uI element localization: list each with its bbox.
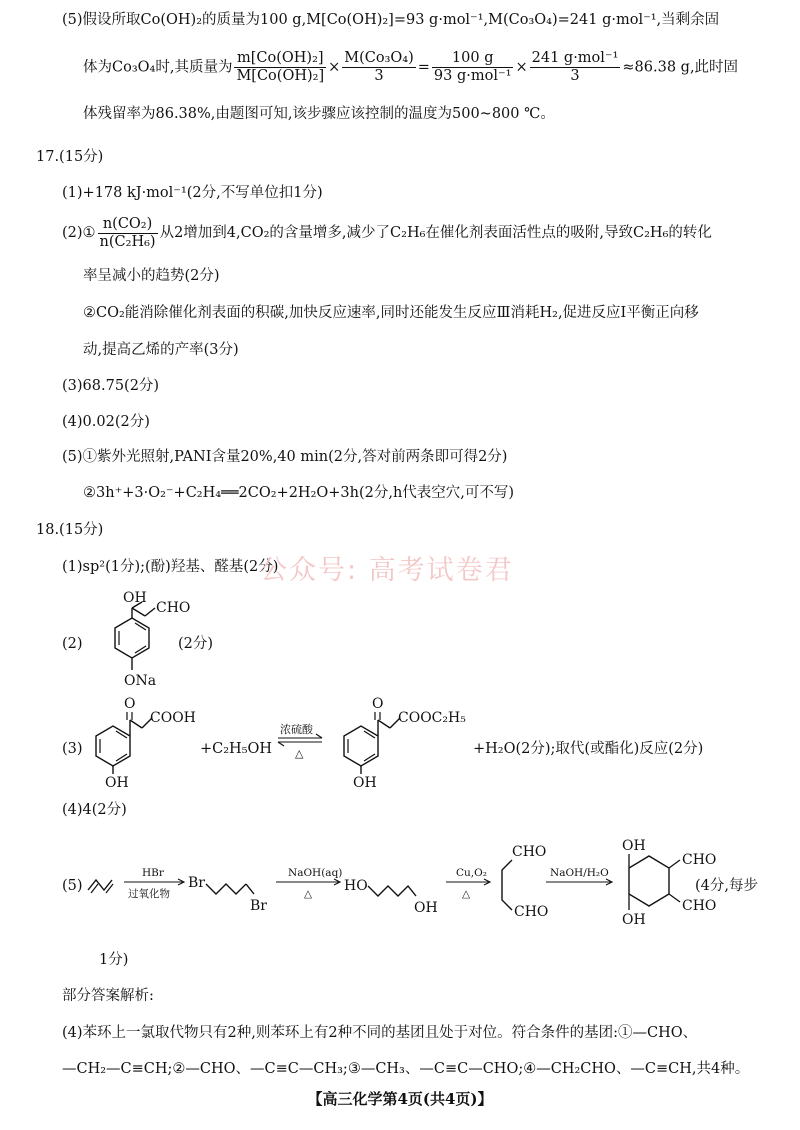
heat-label: △ — [462, 888, 471, 900]
synthesis-route — [84, 838, 724, 950]
page-footer: 【高三化学第4页(共4页)】 — [307, 1090, 493, 1108]
p5-calc-tail: ≈86.38 g,此时固 — [622, 59, 739, 76]
fraction-numeric-2 — [530, 50, 621, 85]
aldehyde-label: CHO — [156, 600, 191, 616]
aldehyde-label-2: CHO — [514, 904, 549, 920]
q17-answer-2b: ②CO₂能消除催化剂表面的积碳,加快反应速率,同时还能发生反应Ⅲ消耗H₂,促进反应Ⅰ平衡正向移 — [83, 305, 699, 321]
q17-answer-5: (5)①紫外光照射,PANI含量20%,40 min(2分,答对前两条即可得2分) — [62, 449, 508, 465]
q17-heading: 17.(15分) — [36, 149, 104, 165]
hbr-reagent: HBr — [142, 867, 164, 879]
q18-answer-1: (1)sp²(1分);(酚)羟基、醛基(2分) — [62, 559, 279, 575]
fraction-numeric-1 — [432, 50, 514, 85]
product-hydroxyl-1: OH — [622, 838, 646, 854]
fraction-numerator: M(Co₃O₄) — [344, 50, 414, 66]
q17-a2-prefix: (2)① — [62, 225, 96, 241]
cu-o2-reagent: Cu,O₂ — [456, 867, 487, 879]
q18-a3-reagent: +C₂H₅OH — [200, 741, 273, 757]
q17-answer-3: (3)68.75(2分) — [62, 378, 160, 394]
p5-calc-line — [83, 50, 738, 85]
q17-answer-5b: ②3h⁺+3·O₂⁻+C₂H₄══2CO₂+2H₂O+3h(2分,h代表空穴,可不写) — [83, 485, 515, 501]
analysis-heading: 部分答案解析: — [62, 988, 154, 1004]
q17-answer-2-cont: 率呈减小的趋势(2分) — [83, 268, 220, 284]
q17-a2-text: 从2增加到4,CO₂的含量增多,减少了C₂H₆在催化剂表面活性点的吸附,导致C₂H₆的转化 — [159, 225, 712, 241]
q18-a5-score-cont: 1分) — [99, 952, 129, 968]
keto-oxygen-label: O — [124, 696, 136, 712]
fraction-mass-ratio — [234, 50, 326, 85]
p5-calc-lead: 体为Co₃O₄时,其质量为 — [83, 59, 233, 76]
phenoxide-label: ONa — [124, 673, 157, 689]
q17-answer-2b-cont: 动,提高乙烯的产率(3分) — [83, 342, 239, 358]
carboxyl-label: COOH — [150, 710, 196, 726]
q18-a2-score: (2分) — [178, 636, 214, 652]
peroxide-condition: 过氧化物 — [128, 888, 170, 900]
fraction-numerator: 100 g — [432, 50, 514, 68]
analysis-line-1: (4)苯环上一氯取代物只有2种,则苯环上有2种不同的基团且处于对位。符合条件的基团:①—CHO、 — [62, 1025, 698, 1041]
times-sign: × — [515, 59, 528, 76]
q18-a3-label: (3) — [62, 741, 83, 757]
hydroxyl-label-1: HO — [344, 878, 368, 894]
fraction-denominator: 3 — [570, 68, 580, 84]
analysis-line-2: —CH₂—C≡CH;②—CHO、—C≡C—CH₃;③—CH₃、—C≡C—CHO;④—CH₂CHO、—C≡CH,共4种。 — [62, 1061, 750, 1077]
fraction-molar-mass — [342, 50, 416, 85]
bromine-label-1: Br — [188, 875, 205, 891]
hydroxyl-label: OH — [123, 590, 147, 606]
fraction-n-ratio — [98, 216, 158, 251]
bromine-label-2: Br — [250, 898, 267, 914]
q17-answer-2 — [62, 215, 712, 251]
catalyst-label: 浓硫酸 — [280, 723, 313, 736]
heat-label: △ — [304, 888, 313, 900]
product-aldehyde-2: CHO — [682, 898, 717, 914]
heat-label: △ — [295, 747, 304, 760]
phenol-oh-label: OH — [105, 775, 129, 791]
q18-a5-score: (4分,每步 — [695, 878, 758, 894]
fraction-numerator: 241 g·mol⁻¹ — [531, 50, 619, 66]
p5-intro: (5)假设所取Co(OH)₂的质量为100 g,M[Co(OH)₂]=93 g·mol⁻¹,M(Co₃O₄)=241 g·mol⁻¹,当剩余固 — [62, 12, 720, 28]
equals-sign: = — [417, 59, 430, 76]
q17-answer-1: (1)+178 kJ·mol⁻¹(2分,不写单位扣1分) — [62, 185, 323, 201]
phenol-oh-label: OH — [353, 775, 377, 791]
fraction-denominator: M[Co(OH)₂] — [236, 68, 325, 84]
product-hydroxyl-2: OH — [622, 912, 646, 928]
esterification-arrow — [276, 722, 326, 762]
aldehyde-label-1: CHO — [512, 844, 547, 860]
structure-keto-ester — [330, 694, 480, 789]
product-aldehyde-1: CHO — [682, 852, 717, 868]
hydroxyl-label-2: OH — [414, 900, 438, 916]
q18-a3-tail: +H₂O(2分);取代(或酯化)反应(2分) — [473, 741, 704, 757]
naoh-h2o-reagent: NaOH/H₂O — [550, 867, 609, 879]
q17-answer-4: (4)0.02(2分) — [62, 414, 150, 430]
keto-oxygen-label: O — [372, 696, 384, 712]
fraction-denominator: 93 g·mol⁻¹ — [433, 68, 512, 84]
q18-answer-4: (4)4(2分) — [62, 802, 127, 818]
fraction-numerator: n(CO₂) — [98, 216, 158, 234]
fraction-denominator: n(C₂H₆) — [99, 233, 156, 250]
fraction-denominator: 3 — [374, 68, 384, 84]
q18-heading: 18.(15分) — [36, 522, 104, 538]
structure-keto-acid — [82, 694, 197, 789]
q18-a2-label: (2) — [62, 636, 83, 652]
fraction-numerator: m[Co(OH)₂] — [234, 50, 326, 68]
p5-conclusion: 体残留率为86.38%,由题图可知,该步骤应该控制的温度为500~800 ℃。 — [83, 106, 555, 122]
naoh-aq-reagent: NaOH(aq) — [288, 867, 343, 879]
times-sign: × — [328, 59, 341, 76]
watermark: 公众号: 高考试卷君 — [260, 555, 514, 586]
q18-a5-label: (5) — [62, 878, 83, 894]
ester-label: COOC₂H₅ — [398, 710, 466, 726]
